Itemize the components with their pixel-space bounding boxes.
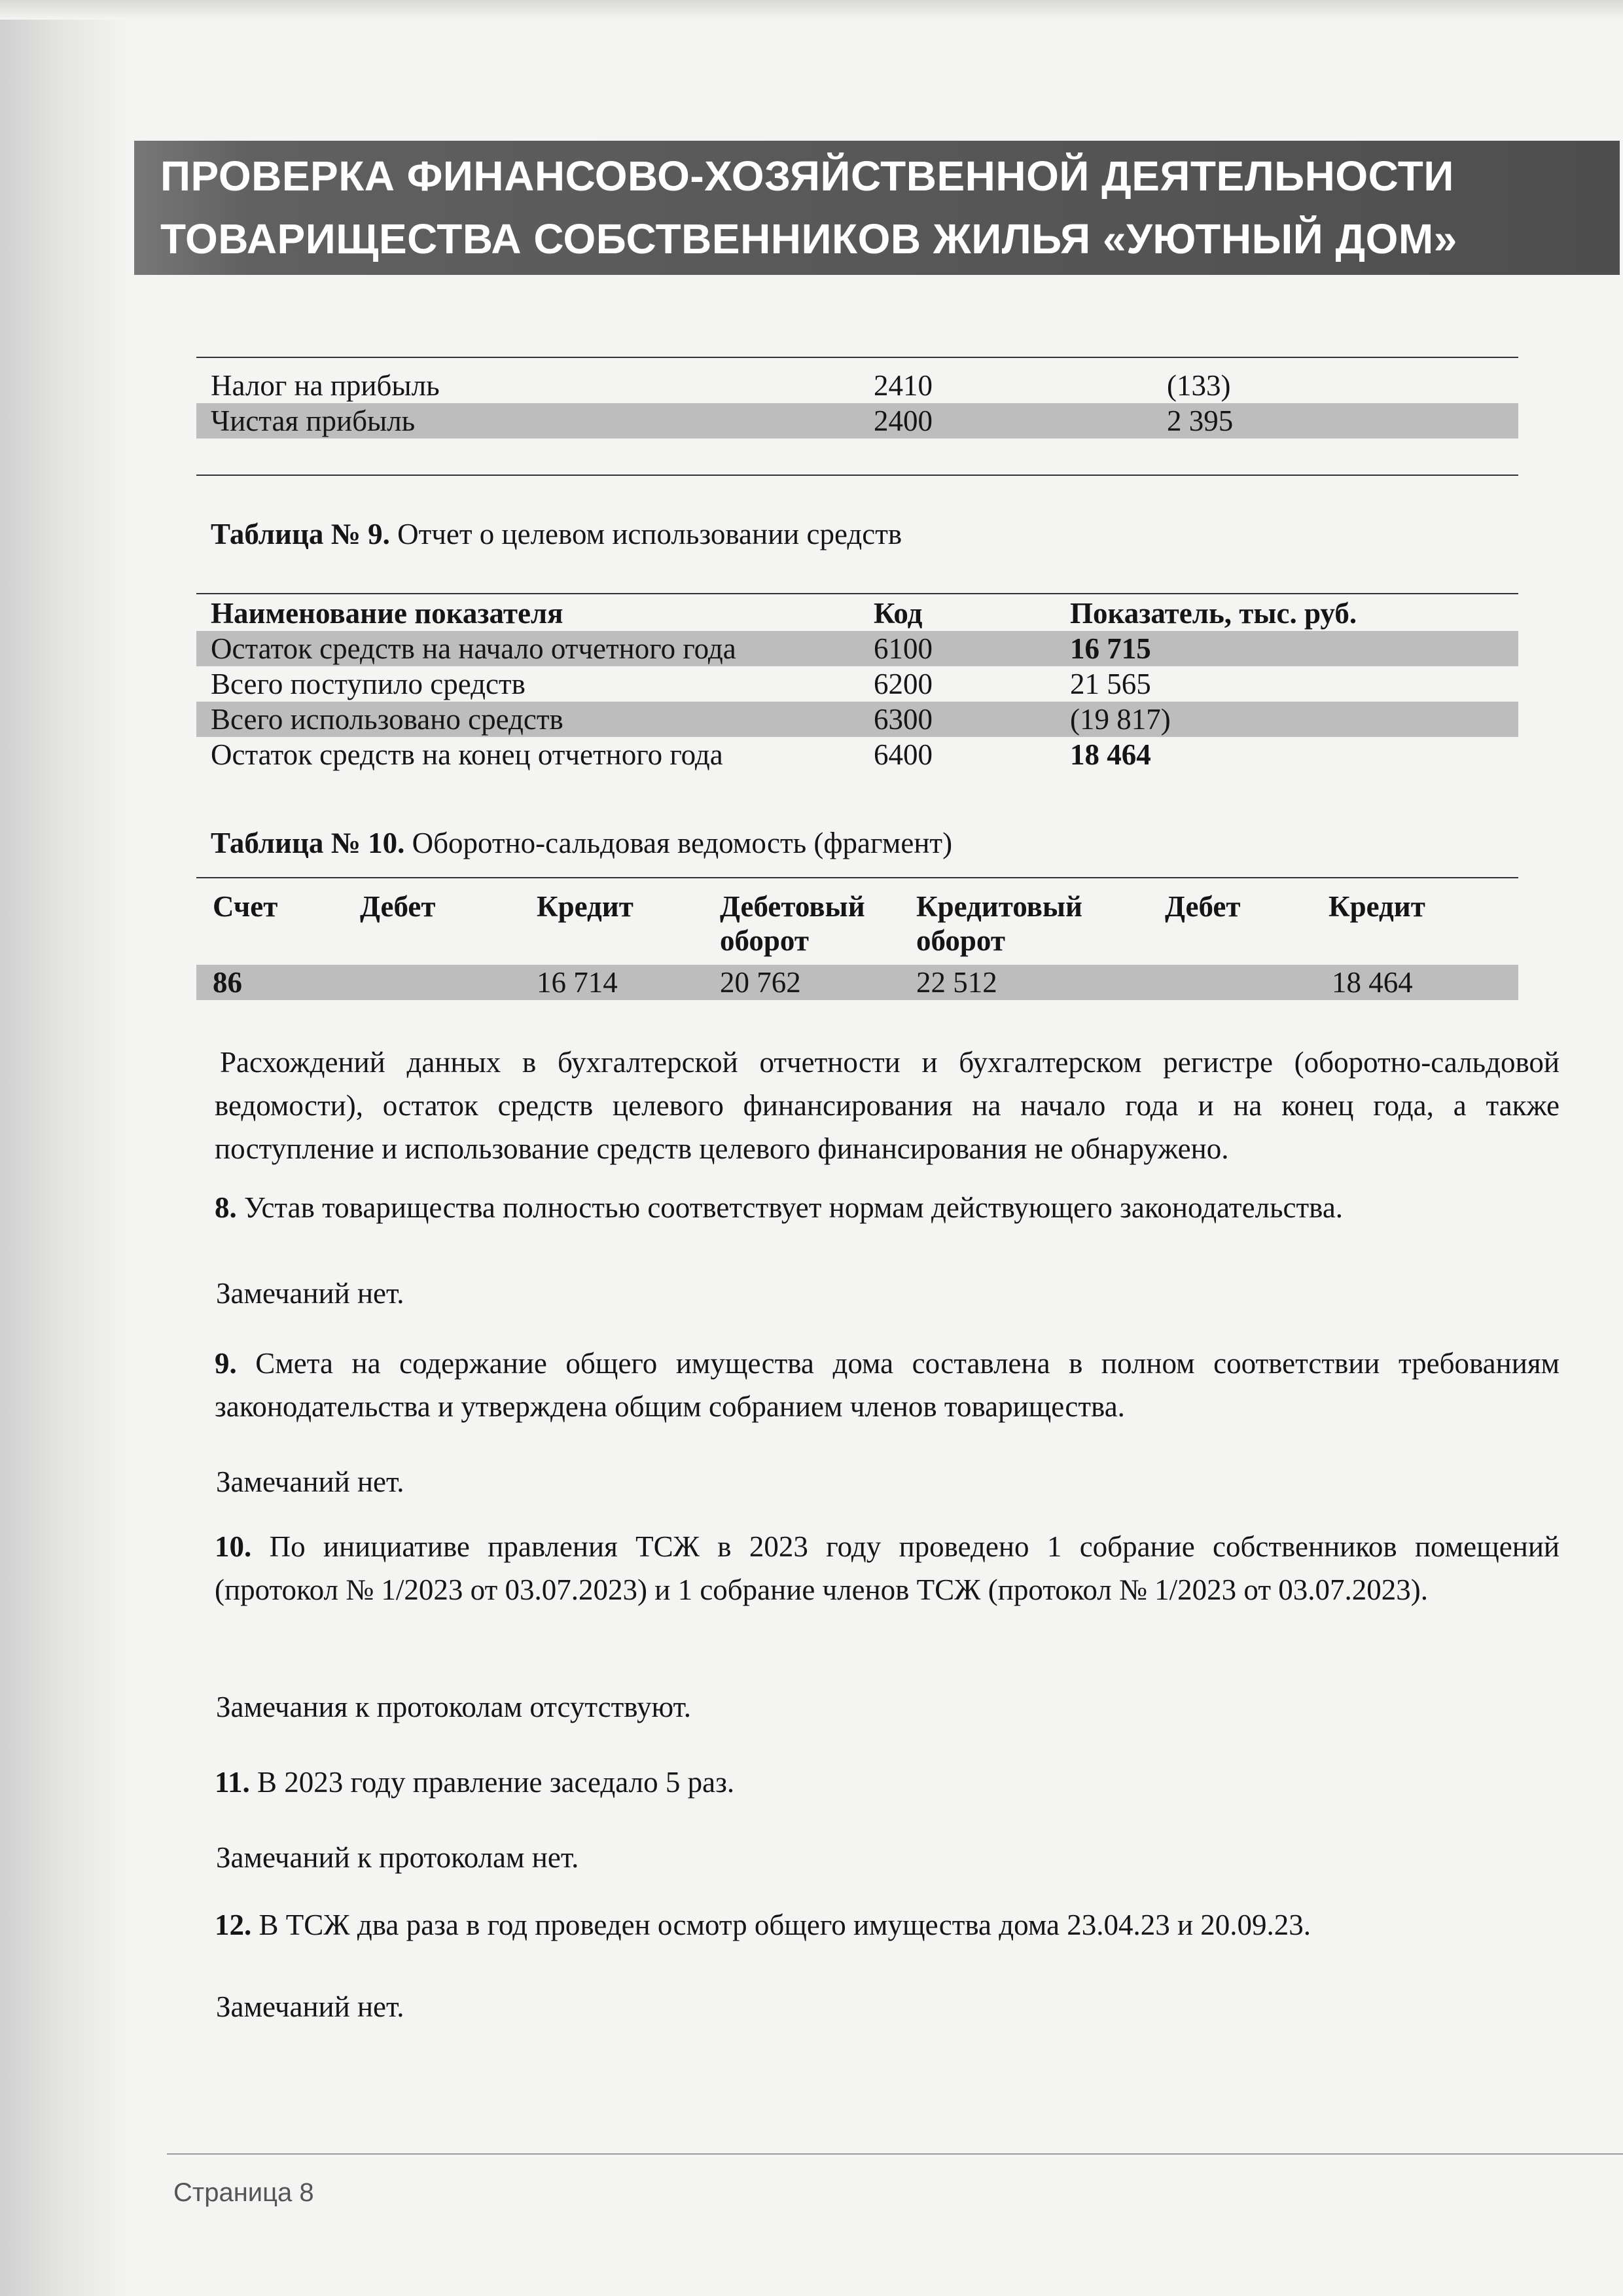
header-value: Показатель, тыс. руб. bbox=[1070, 597, 1357, 630]
header-credit-turnover-1: Кредитовый bbox=[916, 890, 1082, 923]
row-name: Всего использовано средств bbox=[211, 703, 563, 736]
item-8-number: 8. bbox=[215, 1191, 237, 1224]
row-code: 6400 bbox=[874, 738, 933, 771]
row-code: 6300 bbox=[874, 703, 933, 736]
table-row bbox=[196, 403, 1518, 439]
table10-top-rule bbox=[196, 877, 1518, 878]
row-value: 18 464 bbox=[1070, 738, 1151, 771]
header-credit-end: Кредит bbox=[1329, 890, 1425, 923]
item-11 bbox=[215, 1761, 1560, 1804]
header-credit: Кредит bbox=[537, 890, 633, 923]
table-bottom-rule bbox=[196, 475, 1518, 476]
item-8-text: Устав товарищества полностью соответствует нормам действующего законодательства. bbox=[236, 1191, 1344, 1224]
item-10 bbox=[215, 1525, 1560, 1611]
table-row bbox=[196, 965, 1518, 1000]
page-number: Страница 8 bbox=[173, 2178, 314, 2207]
row-code: 2400 bbox=[874, 404, 933, 437]
remark-8: Замечаний нет. bbox=[216, 1277, 404, 1310]
header-account: Счет bbox=[213, 890, 278, 923]
row-credit-end: 18 464 bbox=[1332, 966, 1413, 999]
row-value: 21 565 bbox=[1070, 668, 1151, 700]
item-8 bbox=[215, 1186, 1560, 1229]
row-value: 2 395 bbox=[1167, 404, 1234, 437]
item-12 bbox=[215, 1903, 1560, 1946]
item-9 bbox=[215, 1342, 1560, 1428]
item-10-text: По инициативе правления ТСЖ в 2023 году проведено 1 собрание собственников помещений (протокол № 1/2023 от 03.07.2023) и 1 собрание членов ТСЖ (протокол № 1/2023 от 03.07.2023). bbox=[215, 1530, 1560, 1606]
discrepancy-paragraph: Расхождений данных в бухгалтерской отчетности и бухгалтерском регистре (оборотно-сальдовой ведомости), остаток средств целевого финансирования на начало года и на конец года, а также поступление и использование средств целевого финансирования не обнаружено. bbox=[215, 1046, 1560, 1165]
header-line-1: ПРОВЕРКА ФИНАНСОВО-ХОЗЯЙСТВЕННОЙ ДЕЯТЕЛЬНОСТИ bbox=[160, 152, 1454, 200]
row-name: Всего поступило средств bbox=[211, 668, 526, 700]
header-line-2: ТОВАРИЩЕСТВА СОБСТВЕННИКОВ ЖИЛЬЯ «УЮТНЫЙ ДОМ» bbox=[160, 215, 1457, 262]
item-12-number: 12. bbox=[215, 1909, 252, 1941]
table10-caption-number: Таблица № 10. bbox=[211, 827, 405, 859]
row-code: 6100 bbox=[874, 632, 933, 665]
item-11-text: В 2023 году правление заседало 5 раз. bbox=[249, 1766, 735, 1799]
header-credit-turnover-2: оборот bbox=[916, 924, 1005, 957]
table-row bbox=[196, 666, 1518, 702]
remark-10: Замечания к протоколам отсутствуют. bbox=[216, 1691, 691, 1723]
table-row bbox=[196, 631, 1518, 666]
row-name: Остаток средств на конец отчетного года bbox=[211, 738, 723, 771]
table-row bbox=[196, 737, 1518, 772]
row-credit-turnover: 22 512 bbox=[916, 966, 997, 999]
row-value: (19 817) bbox=[1070, 703, 1171, 736]
document-header bbox=[134, 141, 1620, 275]
row-name: Налог на прибыль bbox=[211, 369, 440, 402]
row-code: 2410 bbox=[874, 369, 933, 402]
header-debit: Дебет bbox=[360, 890, 436, 923]
header-code: Код bbox=[874, 597, 923, 630]
header-name: Наименование показателя bbox=[211, 597, 563, 630]
header-debit-turnover-1: Дебетовый bbox=[720, 890, 865, 923]
item-11-number: 11. bbox=[215, 1766, 250, 1799]
table9-header-row bbox=[196, 596, 1518, 631]
table-top-rule bbox=[196, 357, 1518, 358]
row-name: Остаток средств на начало отчетного года bbox=[211, 632, 736, 665]
table10-caption-text: Оборотно-сальдовая ведомость (фрагмент) bbox=[404, 827, 953, 859]
header-debit-turnover-2: оборот bbox=[720, 924, 809, 957]
item-12-text: В ТСЖ два раза в год проведен осмотр общего имущества дома 23.04.23 и 20.09.23. bbox=[251, 1909, 1311, 1941]
row-name: Чистая прибыль bbox=[211, 404, 416, 437]
remark-11: Замечаний к протоколам нет. bbox=[216, 1841, 579, 1874]
item-9-number: 9. bbox=[215, 1347, 237, 1380]
item-9-text: Смета на содержание общего имущества дома составлена в полном соответствии требованиям законодательства и утверждена общим собранием членов товарищества. bbox=[215, 1347, 1560, 1423]
row-credit: 16 714 bbox=[537, 966, 618, 999]
row-debit-turnover: 20 762 bbox=[720, 966, 801, 999]
remark-9: Замечаний нет. bbox=[216, 1465, 404, 1498]
table9-caption-number: Таблица № 9. bbox=[211, 518, 390, 550]
footer-rule bbox=[167, 2153, 1623, 2155]
page-edge-shadow bbox=[0, 0, 131, 2296]
table10-caption bbox=[211, 826, 952, 860]
table9-caption-text: Отчет о целевом использовании средств bbox=[389, 518, 902, 550]
row-value: 16 715 bbox=[1070, 632, 1151, 665]
page-top-shadow bbox=[0, 0, 1623, 20]
table-row bbox=[196, 702, 1518, 737]
table9-top-rule bbox=[196, 593, 1518, 594]
item-10-number: 10. bbox=[215, 1530, 252, 1563]
table-row bbox=[196, 368, 1518, 403]
row-value: (133) bbox=[1167, 369, 1231, 402]
table9-caption bbox=[211, 517, 902, 551]
row-code: 6200 bbox=[874, 668, 933, 700]
remark-12: Замечаний нет. bbox=[216, 1990, 404, 2023]
row-account: 86 bbox=[213, 966, 242, 999]
header-debit-end: Дебет bbox=[1165, 890, 1241, 923]
